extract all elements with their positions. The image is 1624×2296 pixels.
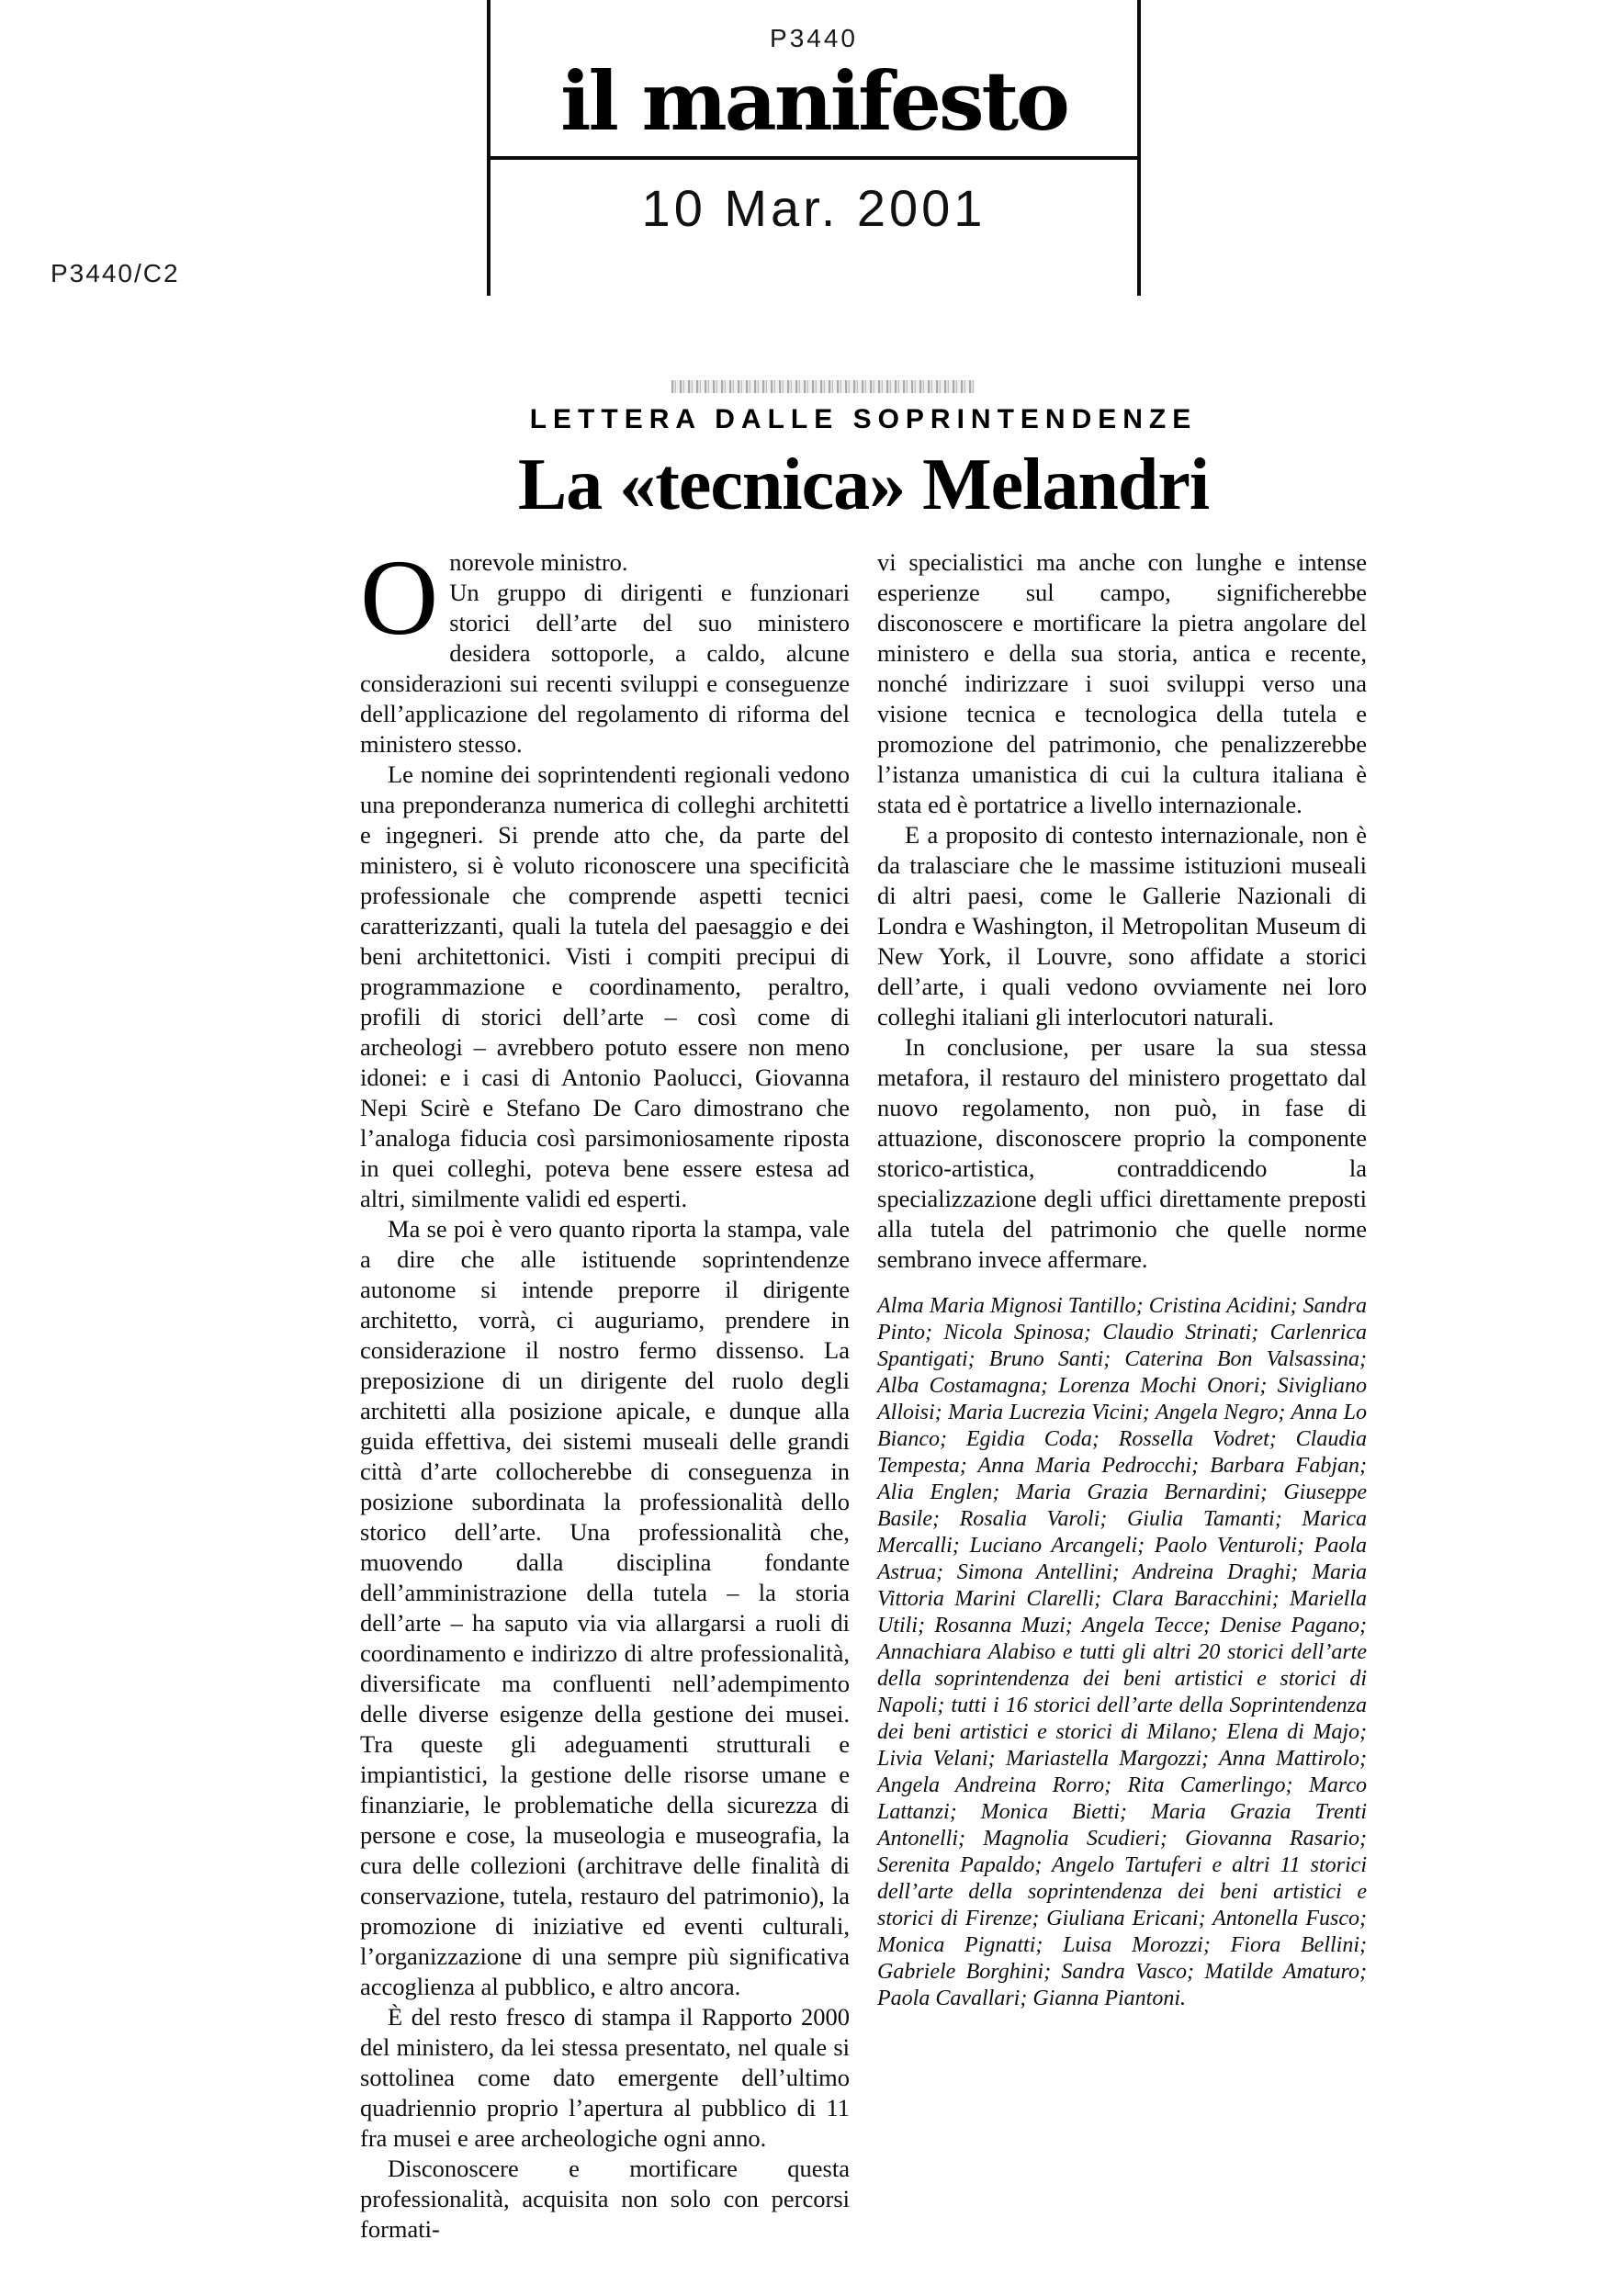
article-kicker: LETTERA DALLE SOPRINTENDENZE xyxy=(529,404,1198,434)
article-paragraph: Ma se poi è vero quanto riporta la stampa, vale a dire che alle istituende soprintendenze autonome si intende preporre il dirigente architetto, vorrà, ci auguriamo, prendere in considerazione il nostro fermo dissenso. La preposizione di un dirigente del ruolo degli architetti alla posizione apicale, e dunque alla guida effettiva, dei sistemi museali delle grandi città d’arte collocherebbe di conseguenza in posizione subordinata la professionalità dello storico dell’arte. Una professionalità che, muovendo dalla disciplina fondante dell’amministrazione della tutela – la storia dell’arte – ha saputo via via allargarsi a ruoli di coordinamento e indirizzo di altre professionalità, diversificate ma confluenti nell’adempimento delle diverse esigenze della gestione dei musei. Tra queste gli adeguamenti strutturali e impiantistici, la gestione delle risorse umane e finanziarie, le problematiche della sicurezza di persone e cose, la museologia e museografia, la cura delle collezioni (architrave delle finalità di conservazione, tutela, restauro del patrimonio), la promozione di iniziative ed eventi culturali, l’organizzazione di una sempre più significativa accoglienza al pubblico, e altro ancora. xyxy=(360,1215,850,2000)
drop-cap: O xyxy=(360,537,439,658)
article-headline: La «tecnica» Melandri xyxy=(517,445,1210,525)
article-paragraph: In conclusione, per usare la sua stessa metafora, il restauro del ministero progettato dal nuovo regolamento, non può, in fase di attuazione, disconoscere proprio la componente storico-artistica, contraddicendo la specializzazione degli uffici direttamente preposti alla tutela del patrimonio che quelle norme sembrano invece affermare. xyxy=(877,1033,1367,1273)
clipping-code-side: P3440/C2 xyxy=(51,259,180,287)
article-paragraph xyxy=(360,537,850,760)
clipping-date: 10 Mar. 2001 xyxy=(641,179,987,237)
lead-line: norevole ministro. xyxy=(449,548,628,576)
masthead-rule xyxy=(491,156,1137,160)
article-paragraph: vi specialistici ma anche con lunghe e intense esperienze sul campo, significherebbe disconoscere e mortificare la pietra angolare del ministero e della sua storia, antica e recente, nonché indirizzare i suoi sviluppi verso una visione tecnica e tecnologica della tutela e promozione del patrimonio, che penalizzerebbe l’istanza umanistica di cui la cultura italiana è stata ed è portatrice a livello internazionale. xyxy=(877,548,1367,818)
article-paragraph: È del resto fresco di stampa il Rapporto 2000 del ministero, da lei stessa presentato, nel quale si sottolinea come dato emergente dell’ultimo quadriennio proprio l’apertura al pubblico di 11 fra musei e aree archeologiche ogni anno. xyxy=(360,2003,850,2152)
article-columns xyxy=(360,537,1367,2245)
masthead-logo: il manifesto xyxy=(560,53,1067,149)
article-column-2 xyxy=(877,547,1367,2245)
scan-noise-strip xyxy=(671,380,975,393)
article-paragraph: E a proposito di contesto internazionale, non è da tralasciare che le massime istituzioni museali di altri paesi, come le Gallerie Nazionali di Londra e Washington, il Metropolitan Museum di New York, il Louvre, sono affidate a storici dell’arte, i quali vedono ovviamente nei loro colleghi italiani gli interlocutori naturali. xyxy=(877,821,1367,1030)
article-paragraph: Le nomine dei soprintendenti regionali vedono una preponderanza numerica di colleghi architetti e ingegneri. Si prende atto che, da parte del ministero, si è voluto riconoscere una specificità professionale che comprende aspetti tecnici caratterizzanti, quali la tutela del paesaggio e dei beni architettonici. Visti i compiti precipui di programmazione e coordinamento, peraltro, profili di storici dell’arte – così come di archeologi – avrebbero potuto essere non meno idonei: e i casi di Antonio Paolucci, Giovanna Nepi Scirè e Stefano De Caro dimostrano che l’analoga fiducia così parsimoniosamente riposta in quei colleghi, poteva bene essere estesa ad altri, similmente validi ed esperti. xyxy=(360,760,850,1212)
clipping-code-top: P3440 xyxy=(770,24,858,52)
article-column-1 xyxy=(360,537,850,2245)
signatories-paragraph: Alma Maria Mignosi Tantillo; Cristina Acidini; Sandra Pinto; Nicola Spinosa; Claudio Strinati; Carlenrica Spantigati; Bruno Santi; Caterina Bon Valsassina; Alba Costamagna; Lorenza Mochi Onori; Sivigliano Alloisi; Maria Lucrezia Vicini; Angela Negro; Anna Lo Bianco; Egidia Coda; Rossella Vodret; Claudia Tempesta; Anna Maria Pedrocchi; Barbara Fabjan; Alia Englen; Maria Grazia Bernardini; Giuseppe Basile; Rosalia Varoli; Giulia Tamanti; Marica Mercalli; Luciano Arcangeli; Paolo Venturoli; Paola Astrua; Simona Antellini; Andreina Draghi; Maria Vittoria Marini Clarelli; Clara Baracchini; Mariella Utili; Rosanna Muzi; Angela Tecce; Denise Pagano; Annachiara Alabiso e tutti gli altri 20 storici dell’arte della soprintendenza dei beni artistici e storici di Napoli; tutti i 16 storici dell’arte della Soprintendenza dei beni artistici e storici di Milano; Elena di Majo; Livia Velani; Mariastella Margozzi; Anna Mattirolo; Angela Andreina Rorro; Rita Camerlingo; Marco Lattanzi; Monica Bietti; Maria Grazia Trenti Antonelli; Magnolia Scudieri; Giovanna Rasario; Serenita Papaldo; Angelo Tartuferi e altri 11 storici dell’arte della soprintendenza dei beni artistici e storici di Firenze; Giuliana Ericani; Antonella Fusco; Monica Pignatti; Luisa Morozzi; Fiora Bellini; Gabriele Borghini; Sandra Vasco; Matilde Amaturo; Paola Cavallari; Gianna Piantoni. xyxy=(877,1294,1367,2010)
article xyxy=(360,404,1367,2245)
paragraph-text: Un gruppo di dirigenti e funzionari storici dell’arte del suo ministero desidera sottoporle, a caldo, alcune considerazioni sui recenti sviluppi e conseguenze dell’applicazione del regolamento di riforma del ministero stesso. xyxy=(360,579,850,758)
masthead-box xyxy=(487,0,1141,296)
article-paragraph: Disconoscere e mortificare questa professionalità, acquisita non solo con percorsi formati- xyxy=(360,2155,850,2243)
